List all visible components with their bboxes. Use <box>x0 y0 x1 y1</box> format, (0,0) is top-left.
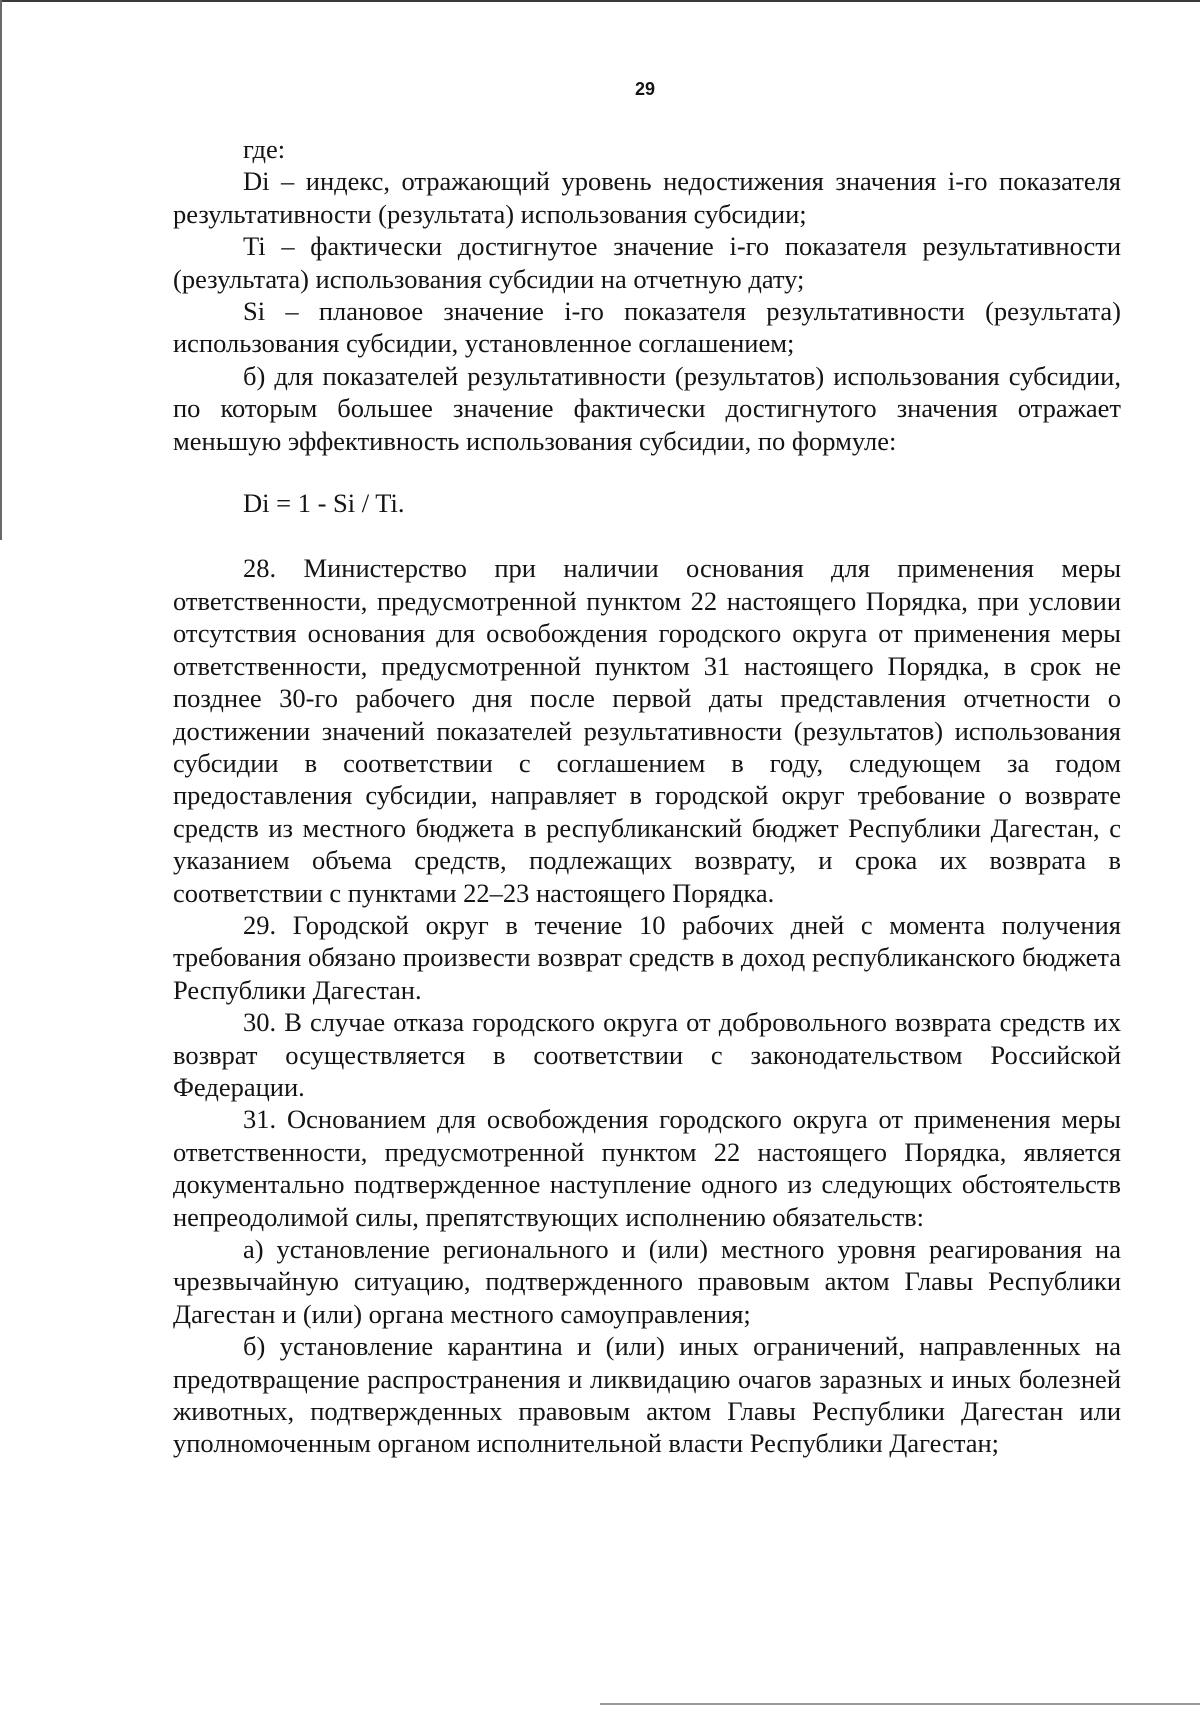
scan-border-top <box>0 0 1200 2</box>
paragraph-di-definition: Di – индекс, отражающий уровень недостижения значения i-го показателя результативности (результата) использования субсидии; <box>173 166 1121 229</box>
paragraph-ti-definition: Ti – фактически достигнутое значение i-го показателя результативности (результата) использования субсидии на отчетную дату; <box>173 231 1121 294</box>
page-number: 29 <box>634 79 656 99</box>
document-body <box>173 133 1121 1460</box>
paragraph-30: 30. В случае отказа городского округа от добровольного возврата средств их возврат осуществляется в соответствии с законодательством Российской Федерации. <box>173 1007 1121 1102</box>
paragraph-31-a: а) установление регионального и (или) местного уровня реагирования на чрезвычайную ситуацию, подтвержденного правовым актом Главы Республики Дагестан и (или) органа местного самоуправления; <box>173 1234 1121 1329</box>
paragraph-31: 31. Основанием для освобождения городского округа от применения меры ответственности, предусмотренной пунктом 22 настоящего Порядка, является документально подтвержденное наступление одного из следующих обстоятельств непреодолимой силы, препятствующих исполнению обязательств: <box>173 1104 1121 1232</box>
paragraph-31-b: б) установление карантина и (или) иных ограничений, направленных на предотвращение распространения и ликвидацию очагов заразных и иных болезней животных, подтвержденных правовым актом Главы Республики Дагестан или уполномоченным органом исполнительной власти Республики Дагестан; <box>173 1331 1121 1459</box>
paragraph-where: где: <box>243 134 286 164</box>
formula: Di = 1 - Si / Ti. <box>243 488 405 519</box>
paragraph-29: 29. Городской округ в течение 10 рабочих дней с момента получения требования обязано произвести возврат средств в доход республиканского бюджета Республики Дагестан. <box>173 909 1121 1005</box>
paragraph-si-definition: Si – плановое значение i-го показателя результативности (результата) использования субсидии, установленное соглашением; <box>173 296 1121 359</box>
paragraph-28: 28. Министерство при наличии основания для применения меры ответственности, предусмотренной пунктом 22 настоящего Порядка, при условии отсутствия основания для освобождения городского округа от применения меры ответственности, предусмотренной пунктом 31 настоящего Порядка, в срок не позднее 30-го рабочего дня после первой даты представления отчетности о достижении значений показателей результативности (результатов) использования субсидии в соответствии с соглашением в году, следующем за годом предоставления субсидии, направляет в городской округ требование о возврате средств из местного бюджета в республиканский бюджет Республики Дагестан, с указанием объема средств, подлежащих возврату, и срока их возврата в соответствии с пунктами 22–23 настоящего Порядка. <box>173 553 1121 908</box>
scan-border-bottom <box>600 1703 1200 1705</box>
paragraph-b-indicators: б) для показателей результативности (результатов) использования субсидии, по которым большее значение фактически достигнутого значения отражает меньшую эффективность использования субсидии, по формуле: <box>173 360 1121 456</box>
